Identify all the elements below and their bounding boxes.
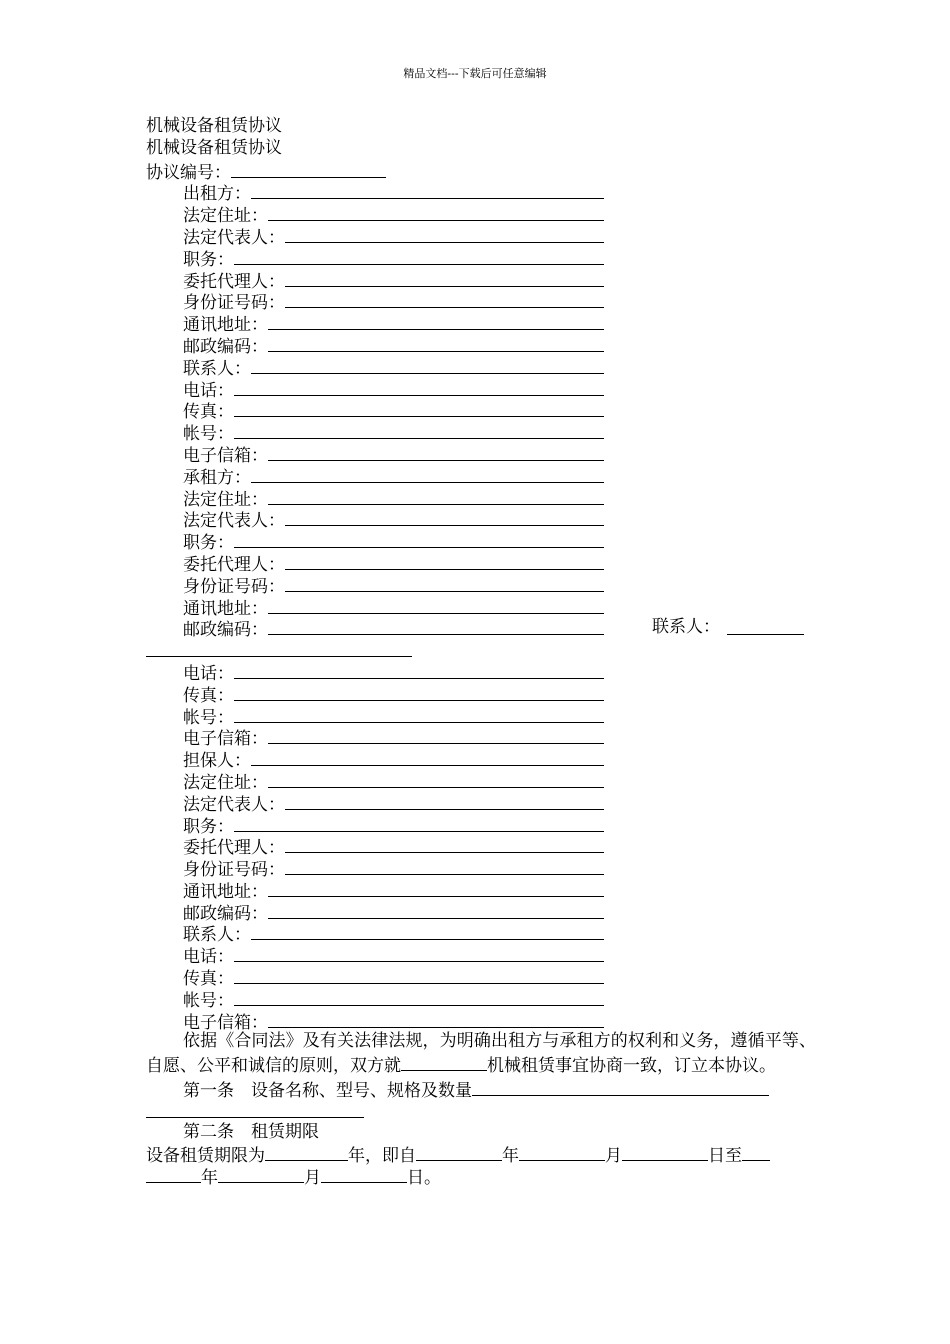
doc-title: 机械设备租赁协议 xyxy=(146,116,282,136)
field-label: 帐号： xyxy=(183,707,234,728)
guarantor-section xyxy=(146,748,816,1031)
field-blank[interactable] xyxy=(234,399,604,417)
field-row xyxy=(146,574,816,596)
article-1-blank[interactable] xyxy=(472,1078,769,1096)
field-label: 传真： xyxy=(183,969,234,990)
article-1-blank-2[interactable] xyxy=(146,1100,364,1118)
field-blank[interactable] xyxy=(234,661,604,679)
field-blank[interactable] xyxy=(251,922,604,940)
field-row xyxy=(146,378,816,400)
field-label: 电子信箱： xyxy=(183,445,268,466)
field-label: 身份证号码： xyxy=(183,860,285,881)
article-2-text: 年 xyxy=(201,1168,218,1189)
field-blank[interactable] xyxy=(234,530,604,548)
article-1-label: 第一条 设备名称、型号、规格及数量 xyxy=(183,1081,472,1102)
end-day-blank[interactable] xyxy=(321,1165,407,1183)
field-label: 电话： xyxy=(183,663,234,684)
field-blank[interactable] xyxy=(268,334,604,352)
field-label: 邮政编码： xyxy=(183,620,268,641)
field-row xyxy=(146,705,816,727)
agreement-no-blank[interactable] xyxy=(231,160,386,178)
start-month-blank[interactable] xyxy=(519,1143,605,1161)
lessee-contact-continuation xyxy=(146,639,816,661)
field-row xyxy=(146,247,816,269)
lessee-section xyxy=(146,465,816,618)
field-row xyxy=(146,530,816,552)
article-2-text: 年，即自 xyxy=(348,1146,416,1167)
field-row xyxy=(146,225,816,247)
preamble-paragraph xyxy=(146,1031,816,1078)
field-row xyxy=(146,552,816,574)
field-row xyxy=(146,879,816,901)
field-row xyxy=(146,421,816,443)
term-years-blank[interactable] xyxy=(265,1143,348,1161)
field-row xyxy=(146,596,816,618)
article-2-text: 日至 xyxy=(708,1146,742,1167)
field-blank[interactable] xyxy=(268,443,604,461)
field-label: 邮政编码： xyxy=(183,903,268,924)
field-label: 通讯地址： xyxy=(183,315,268,336)
field-blank[interactable] xyxy=(285,225,604,243)
field-label: 职务： xyxy=(183,816,234,837)
field-label: 法定代表人： xyxy=(183,794,285,815)
field-blank[interactable] xyxy=(234,378,604,396)
field-row xyxy=(146,770,816,792)
field-row xyxy=(146,487,816,509)
field-blank[interactable] xyxy=(285,269,604,287)
field-blank[interactable] xyxy=(285,552,604,570)
preamble-blank[interactable] xyxy=(401,1053,487,1071)
field-label: 传真： xyxy=(183,402,234,423)
preamble-text-2: 机械租赁事宜协商一致，订立本协议。 xyxy=(487,1056,776,1077)
field-row xyxy=(146,726,816,748)
field-label: 传真： xyxy=(183,685,234,706)
field-label: 法定住址： xyxy=(183,772,268,793)
field-label: 委托代理人： xyxy=(183,838,285,859)
lessee-contact-blank-2[interactable] xyxy=(146,639,412,657)
field-blank[interactable] xyxy=(234,814,604,832)
end-year-blank[interactable] xyxy=(742,1143,770,1161)
field-blank[interactable] xyxy=(268,1010,604,1028)
field-label: 帐号： xyxy=(183,990,234,1011)
field-row xyxy=(146,922,816,944)
field-blank[interactable] xyxy=(234,247,604,265)
field-blank[interactable] xyxy=(285,857,604,875)
field-blank[interactable] xyxy=(234,966,604,984)
field-blank[interactable] xyxy=(234,988,604,1006)
field-row xyxy=(146,748,816,770)
doc-title-repeat: 机械设备租赁协议 xyxy=(146,137,282,158)
field-row xyxy=(146,792,816,814)
lessee-contact-blank[interactable] xyxy=(727,617,804,635)
field-blank[interactable] xyxy=(268,312,604,330)
agreement-no-label: 协议编号： xyxy=(146,162,231,183)
article-2-line-1 xyxy=(146,1143,816,1165)
preamble-text-1: 依据《合同法》及有关法律法规，为明确出租方与承租方的权利和义务，遵循平等、自愿、公平和诚信的原则，双方就 xyxy=(146,1031,816,1077)
contract-document xyxy=(146,116,816,1187)
field-label: 职务： xyxy=(183,249,234,270)
field-row xyxy=(146,683,816,705)
field-blank[interactable] xyxy=(285,290,604,308)
field-row xyxy=(146,966,816,988)
article-2-line-2 xyxy=(146,1165,816,1187)
article-2-text: 日。 xyxy=(407,1168,441,1189)
field-label: 担保人： xyxy=(183,751,251,772)
page-header: 精品文档---下载后可任意编辑 xyxy=(403,67,547,80)
field-label: 委托代理人： xyxy=(183,554,285,575)
field-label: 联系人： xyxy=(183,358,251,379)
lessor-section xyxy=(146,181,816,464)
field-label: 承租方： xyxy=(183,467,251,488)
article-2-text: 月 xyxy=(605,1146,622,1167)
field-label: 电话： xyxy=(183,380,234,401)
field-label: 出租方： xyxy=(183,184,251,205)
field-label: 通讯地址： xyxy=(183,881,268,902)
field-row xyxy=(146,203,816,225)
field-label: 法定住址： xyxy=(183,489,268,510)
field-blank[interactable] xyxy=(234,705,604,723)
start-year-blank[interactable] xyxy=(416,1143,502,1161)
field-row xyxy=(146,290,816,312)
article-2-heading: 第二条 租赁期限 xyxy=(183,1121,319,1142)
field-blank[interactable] xyxy=(285,508,604,526)
field-blank[interactable] xyxy=(268,901,604,919)
field-row xyxy=(146,508,816,530)
field-row xyxy=(146,269,816,291)
article-1-continuation xyxy=(146,1100,816,1122)
field-blank[interactable] xyxy=(251,181,604,199)
field-label: 联系人： xyxy=(183,925,251,946)
field-row xyxy=(146,901,816,923)
end-year-blank-2[interactable] xyxy=(146,1165,201,1183)
lessee-section-2 xyxy=(146,661,816,748)
article-2-text: 月 xyxy=(304,1168,321,1189)
field-row xyxy=(146,988,816,1010)
field-label: 身份证号码： xyxy=(183,293,285,314)
lessee-field-row xyxy=(146,617,816,639)
article-2-text: 设备租赁期限为 xyxy=(146,1146,265,1167)
field-blank[interactable] xyxy=(251,356,604,374)
field-row xyxy=(146,181,816,203)
field-row xyxy=(146,661,816,683)
lessee-contact-label: 联系人： xyxy=(652,617,720,638)
field-row xyxy=(146,443,816,465)
start-day-blank[interactable] xyxy=(622,1143,708,1161)
field-blank[interactable] xyxy=(268,617,604,635)
field-blank[interactable] xyxy=(268,726,604,744)
field-blank[interactable] xyxy=(268,203,604,221)
field-row xyxy=(146,835,816,857)
article-2-text: 年 xyxy=(502,1146,519,1167)
field-row xyxy=(146,399,816,421)
end-month-blank[interactable] xyxy=(218,1165,304,1183)
field-label: 法定代表人： xyxy=(183,511,285,532)
field-label: 电话： xyxy=(183,947,234,968)
field-blank[interactable] xyxy=(268,879,604,897)
field-label: 电子信箱： xyxy=(183,729,268,750)
field-blank[interactable] xyxy=(285,792,604,810)
field-row xyxy=(146,334,816,356)
field-blank[interactable] xyxy=(268,596,604,614)
field-blank[interactable] xyxy=(268,487,604,505)
field-row xyxy=(146,944,816,966)
field-label: 身份证号码： xyxy=(183,576,285,597)
field-blank[interactable] xyxy=(234,421,604,439)
field-label: 法定代表人： xyxy=(183,227,285,248)
field-label: 通讯地址： xyxy=(183,598,268,619)
field-row xyxy=(146,465,816,487)
field-label: 邮政编码： xyxy=(183,336,268,357)
agreement-no-row xyxy=(146,160,816,182)
field-label: 法定住址： xyxy=(183,206,268,227)
field-row xyxy=(146,356,816,378)
field-blank[interactable] xyxy=(268,770,604,788)
field-blank[interactable] xyxy=(285,574,604,592)
field-blank[interactable] xyxy=(251,465,604,483)
field-blank[interactable] xyxy=(234,944,604,962)
field-label: 帐号： xyxy=(183,424,234,445)
field-blank[interactable] xyxy=(234,683,604,701)
article-1-row xyxy=(146,1078,816,1100)
field-row xyxy=(146,857,816,879)
field-label: 委托代理人： xyxy=(183,271,285,292)
field-label: 电子信箱： xyxy=(183,1012,268,1033)
field-label: 职务： xyxy=(183,533,234,554)
field-row xyxy=(146,1010,816,1032)
field-row xyxy=(146,814,816,836)
field-row xyxy=(146,312,816,334)
field-blank[interactable] xyxy=(285,835,604,853)
field-blank[interactable] xyxy=(251,748,604,766)
